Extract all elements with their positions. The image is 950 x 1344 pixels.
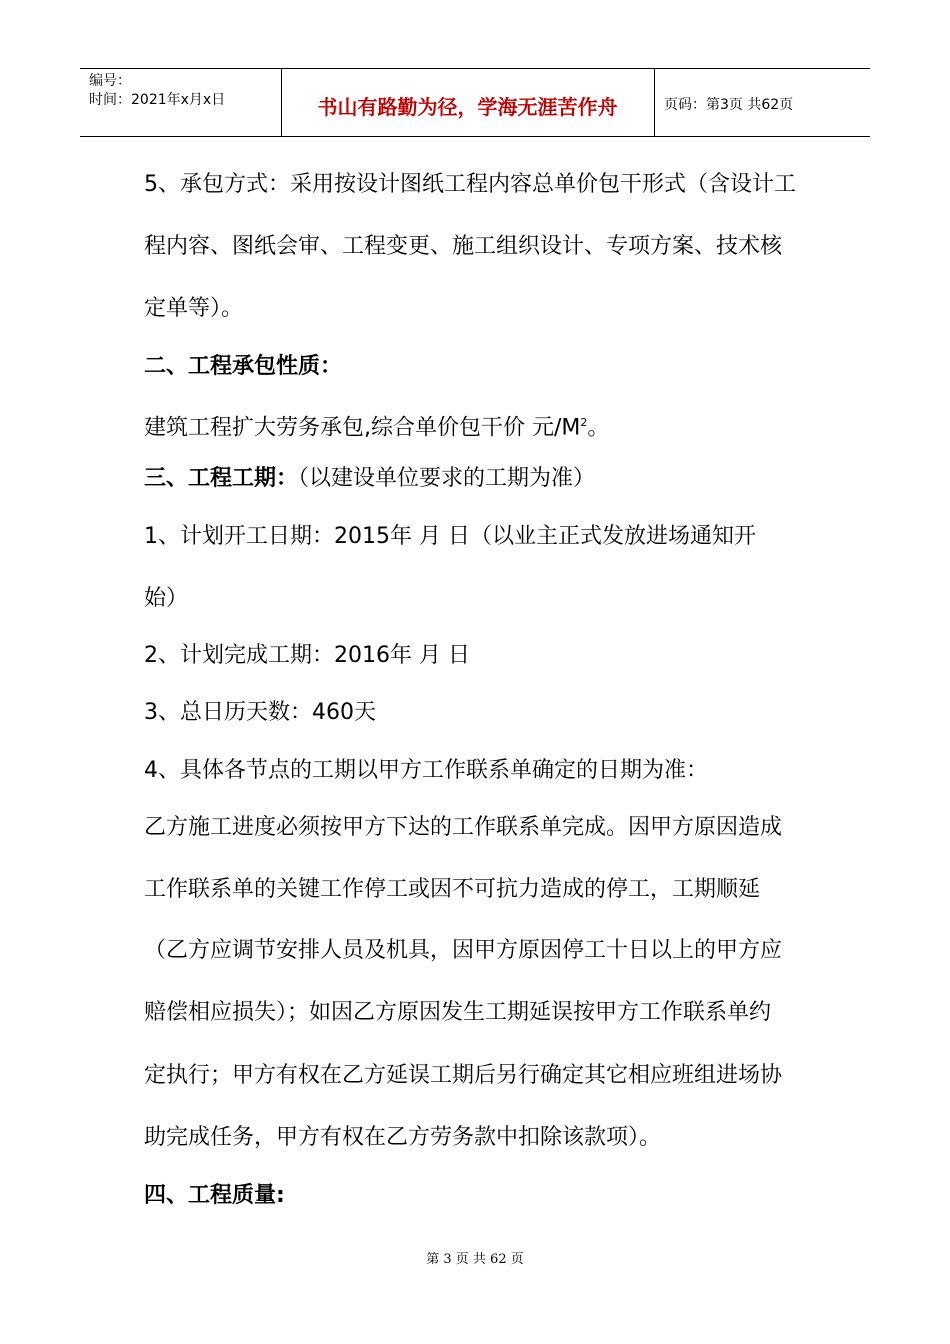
section-2-heading: 二、工程承包性质： [144, 354, 343, 379]
header-page-info: 页码：第3页 共62页 [664, 97, 794, 113]
section-3-note: （以建设单位要求的工期为准） [298, 466, 596, 491]
paragraph-line-2: 工作联系单的关键工作停工或因不可抗力造成的停工，工期顺延 [144, 877, 761, 902]
section-2-text [144, 409, 609, 442]
item-3: 3、总日历天数：460天 [144, 700, 376, 725]
paragraph-line-6: 助完成任务，甲方有权在乙方劳务款中扣除该款项）。 [144, 1125, 662, 1150]
paragraph-line-5: 定执行；甲方有权在乙方延误工期后另行确定其它相应班组进场协 [144, 1063, 783, 1088]
paragraph-line-3: （乙方应调节安排人员及机具，因甲方原因停工十日以上的甲方应 [144, 938, 783, 963]
time-label: 时间：2021年x月x日 [89, 92, 226, 108]
clause-5-line-3: 定单等）。 [144, 296, 244, 321]
unit-superscript: 2 [580, 416, 588, 429]
section-3-heading: 三、工程工期： [144, 466, 299, 491]
page-footer: 第 3 页 共 62 页 [426, 1252, 524, 1267]
item-2: 2、计划完成工期：2016年 月 日 [144, 643, 470, 668]
header-meta-cell [80, 69, 282, 136]
section-3-heading-line [144, 465, 595, 493]
header-page-cell [654, 69, 870, 136]
item-4: 4、具体各节点的工期以甲方工作联系单确定的日期为准： [144, 758, 708, 783]
clause-5-line-2: 程内容、图纸会审、工程变更、施工组织设计、专项方案、技术核 [144, 234, 783, 259]
paragraph-line-4: 赔偿相应损失）；如因乙方原因发生工期延误按甲方工作联系单约 [144, 1000, 772, 1025]
item-1-line-2: 始） [144, 586, 189, 611]
section-2-text-main: 建筑工程扩大劳务承包,综合单价包干价 元/M [144, 415, 581, 441]
item-1-line-1: 1、计划开工日期：2015年 月 日（以业主正式发放进场通知开 [144, 524, 756, 549]
paragraph-line-1: 乙方施工进度必须按甲方下达的工作联系单完成。因甲方原因造成 [144, 815, 783, 840]
header-motto-cell [281, 69, 655, 136]
serial-number-label: 编号： [89, 73, 131, 89]
clause-5-line-1: 5、承包方式：采用按设计图纸工程内容总单价包干形式（含设计工 [144, 172, 796, 197]
section-2-text-end: 。 [587, 415, 610, 441]
header-motto: 书山有路勤为径，学海无涯苦作舟 [317, 95, 618, 119]
page-header [80, 68, 870, 137]
section-4-heading: 四、工程质量: [144, 1183, 285, 1208]
